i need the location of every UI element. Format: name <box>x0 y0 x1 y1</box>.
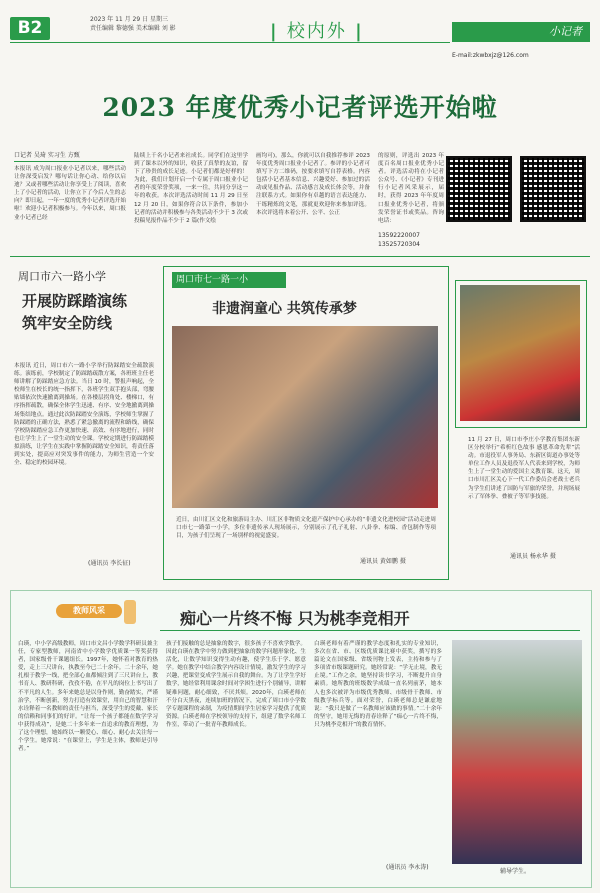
bottom-photo <box>452 640 582 864</box>
qr-code-2[interactable] <box>520 156 586 222</box>
bottom-headline: 痴心一片终不悔 只为桃李竞相开 <box>180 609 410 628</box>
left-story-title-1: 开展防踩踏演练 <box>22 292 128 310</box>
section-divider-1 <box>10 256 590 257</box>
qr-code[interactable] <box>446 156 512 222</box>
section-title: | 校内外 | <box>270 21 364 42</box>
main-headline: 2023 年度优秀小记者评选开始啦 <box>102 93 498 122</box>
intro-column-3: 画均可)，那么，你就可以自我推荐参评 2023 年度优秀周口报业小记者了。参评的小记者可填写下方二维码，按要求填写自荐表格。内容包括小记者基本信息、兴趣爱好、参加过的活动或见报作品、活动感言及成长体会等，并备注联系方式。如果你有卓越的语言表达能力、干练精炼的文笔，那就更欢迎你来参加评选。本次评选将本着公开、公平、公正 <box>256 153 370 216</box>
right-photo-caption: 11 月 27 日，周口市李庄小学教育集团东新区分校举行“希析红色故事 感恩革命先辈”活动。市退役军人事务局、东新区街道办事处等单位工作人员及退役军人代表来到学校，为师生上了一堂生动的爱国主义教育课。这天，周口市川汇区关心下一代工作委员会老战士老兵为学生们讲述了国防与军旅的荣誉，并现场展示了军体拳、叠被子等军事技能。 <box>468 437 580 500</box>
left-story-body: 本报讯 近日，周口市六一路小学举行防踩踏安全疏散演练。演练前，学校制定了防踩踏疏散方案，各班班主任老师讲解了防踩踏应急方法。当日 10 时，警报声响起，全校师生在校长的统一指挥下，各班学生双手抱头部，弯腰贴墙依次快速撤离到操场。在各楼层拐角处、楼梯口，有序指挥疏散，确保全体学生迅速、有序、安全地撤离到操场集结地点。通过此次防踩踏安全演练，学校师生掌握了防踩踏的正确方法，熟悉了紧急撤离的流程和路线，确保学校防踩踏应急工作更加快速、高效、有序地进行，同时也让学生上了一堂生动的安全课。学校定期进行防踩踏模拟演练，让学生在实践中掌握防踩踏安全知识，将责任落到实处，提高应对突发事件的能力，为师生营造一个安全、稳定的校园环境。 <box>14 363 154 467</box>
contact-email: E-mail:zkwbxjz@126.com <box>452 52 529 59</box>
bottom-photo-caption: 辅导学生。 <box>500 868 531 875</box>
center-story-credit: 通讯员 黄如鹏 摄 <box>360 558 406 565</box>
center-story-school: 周口市七一路一小 <box>172 272 286 288</box>
bottom-headline-rule <box>160 630 580 631</box>
center-story-title: 非遗润童心 共筑传承梦 <box>212 301 357 317</box>
intro-byline: 口记者 吴琦 实习生 方甄 <box>14 152 80 159</box>
editor-credits: 责任编辑 黎德强 美术编辑 刘 影 <box>90 25 176 32</box>
bottom-credit: (通讯员 李永涛) <box>386 864 429 871</box>
center-story-caption: 近日，由川汇区文化和旅游局主办、川汇区非物质文化遗产保护中心承办的“非遗文化进校园”活动走进周口市七一路第一小学，多位非遗传承人现场展示，分别展示了孔子礼射、八卦拳、棕编、香包制作等项目，为孩子们呈现了一场别样的视觉盛宴。 <box>176 517 436 540</box>
book-icon <box>124 600 136 624</box>
byline-divider <box>14 161 124 162</box>
bottom-column-3: 白瑛老师有着严谨的教学态度和扎实的专业知识，多次在省、市、区级优质课比赛中获奖，撰写的多篇论文在国家级、省级刊物上发表，主持和参与了多项省市级课题研究。她经常说：“学无止境，教无止境。”工作之余，她坚持读书学习，不断提升自身素质。她所教的班级数学成绩一直名列前茅，她本人也多次被评为市级优秀教师、市级骨干教师、市级教学标兵等。面对荣誉，白瑛老师总是谦虚地说：“我只是做了一名教师应该做的事情。”二十余年的坚守，她用无悔的青春诠释了“痴心一片终不悔，只为桃李竞相开”的教育情怀。 <box>314 641 442 728</box>
phone-2: 13525720304 <box>378 241 420 248</box>
intro-column-1: 本报讯 成为周口报业小记者以来，哪些活动让你深受启发？哪句话让你心动、给你以启迪？又或者哪些活动让你享受上了阅读，喜欢上了小记者的活动，让你立下了今后人生的志向？即日起，一年一度的优秀小记者评选开始啦！欢迎小记者积极参与。今年以来，周口报业小记者已经 <box>14 166 126 221</box>
bottom-column-1: 白瑛，中小学高级教师，周口市文昌小学数学科研员兼主任，专家型教师，河南省中小学数学优质课一等奖获得者，国家级骨干课题组长。1997年，她怀着对教育的热爱，走上三尺讲台，执教至今已二十余年。二十余年，她扎根于教学一线，把全部心血都倾注到了三尺讲台上，教书育人、教研科研，孜孜不倦，在平凡的岗位上书写出了不平凡的人生。多年来她总是以身作则，勤奋踏实，严谨治学，不断创新，努力打造有效课堂，用自己的智慧和汗水诠释着一名教师的责任与担当，深受学生的爱戴、家长的信赖和同事们的好评。“让每一个孩子都能在数学学习中获得成功”，是她二十多年来一直追求的教育理想，为了这个理想，她始终以一颗爱心、细心、耐心去关注每一个学生。她常说：“在课堂上，学生是主体，教师是引导者。” <box>18 641 158 753</box>
right-photo <box>460 285 580 421</box>
teacher-feature-tag: 教师风采 <box>56 604 122 618</box>
left-story-school: 周口市六一路小学 <box>18 270 106 283</box>
page-number-badge: B2 <box>10 17 50 40</box>
center-story-photo <box>172 326 438 508</box>
phone-1: 13592220007 <box>378 232 420 239</box>
bottom-column-2: 孩子们接触的总是抽象的数字，很多孩子不喜欢学数学。因此白瑛在教学中努力做到把抽象的数学问题形象化、生活化，让数学知识变得生动有趣，使学生乐于学、愿意学。她在教学中结合教学内容设计情境，激发学生的学习兴趣，把课堂变成学生展示自我的舞台。为了让学生学好数学，她经常利用课余时间对学困生进行个别辅导，讲解疑难问题，耐心细致，不厌其烦。2020年，白瑛老师在不分白天黑夜，连续加班的情况下，完成了周口市小学数学专题课程的录制，为疫情期间学生居家学习提供了优质资源。白瑛老师在学校领导的支持下，组建了数学名师工作室，带动了一批青年教师成长。 <box>166 641 306 728</box>
intro-column-2: 陆续上千名小记者来社成长。同学们在这里学到了课本以外的知识，收获了真挚的友谊，留下了珍贵的成长足迹。小记者们都是好样的！为此，我们计划开启一个专属于周口报业小记者的年度荣誉奖项，一来一往，共同分享这一年的收获。本次评选活动时间 11 月 29 日至 12 月 20 日，如果你符合以下条件，参加小记者的活动并积极参与各类活动不少于 3 次或投稿见报作品不少于 2 篇(作文绘 <box>134 153 248 224</box>
header-divider <box>10 42 450 43</box>
issue-date: 2023 年 11 月 29 日 星期三 <box>90 16 168 23</box>
left-story-credit: (通讯员 李长征) <box>88 560 131 567</box>
intro-column-4: 的原则，评选出 2023 年度百名周口报业优秀小记者。评选活动将在小记者公众号、《小记者》专刊进行小记者风采展示，届时，获得 2023 年年度周口报业优秀小记者，将颁发荣誉证书或奖品。咨询电话： <box>378 153 444 224</box>
left-story-title-2: 筑牢安全防线 <box>22 314 113 332</box>
column-logo: 小记者 <box>452 22 590 42</box>
right-photo-credit: 通讯员 杨永华 摄 <box>510 553 556 560</box>
